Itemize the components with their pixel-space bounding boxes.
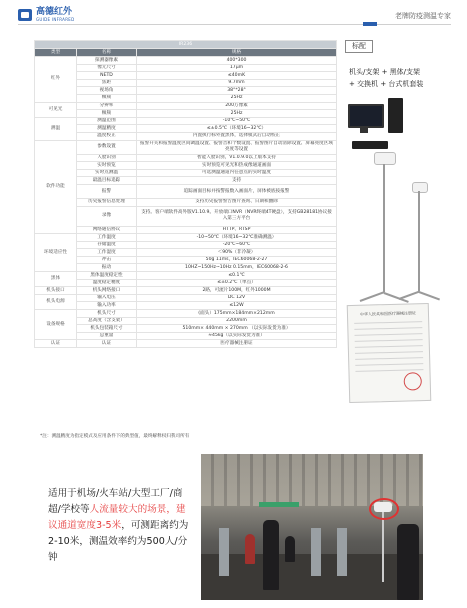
kit-line: 机头/支架 + 黑体/支架: [349, 68, 421, 76]
spec-value: -10~50℃（环境16~32℃准确测温）: [137, 234, 337, 242]
spec-value: 400*300: [137, 57, 337, 65]
spec-row: [35, 226, 337, 234]
spec-category: 红外: [35, 57, 77, 103]
spec-value: 38°*28°: [137, 87, 337, 95]
network-switch-image: [352, 141, 388, 149]
spec-table-title: IR236: [35, 41, 337, 49]
spec-name: 报警: [77, 184, 137, 198]
spec-row: [35, 287, 337, 295]
spec-name: 像元尺寸: [77, 64, 137, 72]
spec-category: 可见光: [35, 102, 77, 117]
spec-row: [35, 110, 337, 118]
spec-category: 认证: [35, 340, 77, 348]
spec-value: -20℃~60℃: [137, 241, 337, 249]
spec-category: 黑体: [35, 272, 77, 287]
spec-value: 10HZ~150Hz~10Hz 0.15mm，IEC60068-2-6: [137, 264, 337, 272]
spec-category: 环境适应性: [35, 234, 77, 272]
spec-value: -10℃~50℃: [137, 117, 337, 125]
spec-value: 医疗器械注册证: [137, 340, 337, 348]
spec-name: 黑体温度稳定性: [77, 272, 137, 280]
spec-name: 实时点测温: [77, 169, 137, 177]
spec-value: 25Hz: [137, 94, 337, 102]
camera-stand-leg: [360, 291, 385, 302]
spec-value: ≤±0.5℃（环境16~32℃）: [137, 125, 337, 133]
spec-row: [35, 310, 337, 318]
spec-value: DC 12V: [137, 294, 337, 302]
application-description: [48, 486, 192, 566]
monitor-stand-image: [360, 128, 368, 133]
spec-value: ≤40mK: [137, 72, 337, 80]
header-divider: [18, 24, 451, 25]
spec-row: [35, 294, 337, 302]
spec-category: 测温: [35, 117, 77, 140]
scene-highlight-circle: [369, 498, 399, 520]
spec-name: 温度校正: [77, 132, 137, 140]
spec-category: 软件功能: [35, 140, 77, 234]
spec-table: [34, 40, 337, 348]
spec-name: 输入电压: [77, 294, 137, 302]
kit-line: + 交换机 + 台式机套装: [349, 80, 424, 88]
spec-row: [35, 140, 337, 154]
spec-name: 最温目标追踪: [77, 177, 137, 185]
spec-row: [35, 256, 337, 264]
spec-table-body: [35, 41, 337, 348]
spec-name: 振动: [77, 264, 137, 272]
spec-value: 支持。客户端软件高外版V1.10.9。开放端口NVR（NVR终端4T硬盘），支持GB28181协议接入第三方平台: [137, 206, 337, 226]
certificate-stamp: [404, 372, 422, 390]
spec-value: 可选测温通道内任意点的实时温度: [137, 169, 337, 177]
spec-row: [35, 87, 337, 95]
spec-name: 总重量: [77, 332, 137, 340]
spec-name: 冲击: [77, 256, 137, 264]
spec-value: ≈45kg（以实际发货为准）: [137, 332, 337, 340]
spec-value: (面头）175mm×184mm×212mm: [137, 310, 337, 318]
spec-name: 帧频: [77, 94, 137, 102]
spec-name: 网络通信协议: [77, 226, 137, 234]
spec-value: 50g 11ms，IEC60068-2-27: [137, 256, 337, 264]
spec-value: ≤0.1℃: [137, 272, 337, 280]
spec-row: [35, 279, 337, 287]
header-slogan: 老牌防疫测温专家: [395, 12, 451, 20]
spec-value: ≤±0.2℃（单点）: [137, 279, 337, 287]
scene-gate: [311, 528, 321, 576]
spec-row: [35, 125, 337, 133]
spec-value: HTTP、RTSP: [137, 226, 337, 234]
spec-name: 分辨率: [77, 102, 137, 110]
scene-gate: [219, 528, 229, 576]
spec-category: 设备规格: [35, 310, 77, 340]
thermal-camera-head-image: [374, 152, 396, 165]
spec-table-header-row: [35, 49, 337, 57]
spec-value: 内置执行标外置黑体，选择模式后自动校正: [137, 132, 337, 140]
spec-name: 温度稳定精度: [77, 279, 137, 287]
desktop-tower-image: [388, 98, 403, 133]
scene-person: [285, 536, 295, 562]
column-header-name: 名称: [77, 49, 137, 57]
logo-text: [36, 8, 75, 22]
spec-row: [35, 332, 337, 340]
spec-name: 探测器像素: [77, 57, 137, 65]
spec-row: [35, 340, 337, 348]
spec-name: 实时预览: [77, 162, 137, 170]
deployment-scene-photo: [201, 454, 423, 600]
spec-row: [35, 79, 337, 87]
spec-row: [35, 162, 337, 170]
spec-row: [35, 169, 337, 177]
kit-description: [349, 66, 449, 90]
spec-value: 510mm× 440mm × 270mm （以实际发货为准）: [137, 325, 337, 333]
blackbody-stand-leg: [419, 291, 440, 300]
spec-value: 25Hz: [137, 110, 337, 118]
spec-row: [35, 234, 337, 242]
header-divider-accent: [363, 22, 377, 26]
brand-name-cn: 高德红外: [36, 7, 73, 17]
blackbody-image: [412, 182, 428, 193]
spec-value: 支持: [137, 177, 337, 185]
scene-device-pole: [382, 512, 384, 582]
spec-value: 报警开关和报警温度区间调温设置、报警音和个数设置、报警图片自动清除设置、屏幕亮度区域亮度等设置: [137, 140, 337, 154]
spec-value: 200万像素: [137, 102, 337, 110]
scene-gate: [337, 528, 347, 576]
spec-category: 机头电源: [35, 294, 77, 309]
spec-name: 机头包装箱尺寸: [77, 325, 137, 333]
spec-row: [35, 94, 337, 102]
spec-value: 9.7mm: [137, 79, 337, 87]
spec-value: 17μm: [137, 64, 337, 72]
camera-stand-pole: [383, 164, 385, 292]
spec-value: ≤12W: [137, 302, 337, 310]
standard-config-tag: 标配: [345, 40, 373, 53]
spec-name: 机头尺寸: [77, 310, 137, 318]
certificate-title: 中华人民共和国医疗器械注册证: [359, 310, 417, 317]
spec-name: 焦距: [77, 79, 137, 87]
spec-name: 视场角: [77, 87, 137, 95]
description-text: ，可测距离约为2-10米，测温效率约为500人/分钟: [48, 520, 189, 563]
spec-name: 历史报警信息处理: [77, 198, 137, 206]
spec-name: 总高度（含支架）: [77, 317, 137, 325]
description-highlight: 人流量较大的场景，建议通道宽度3-5米: [48, 504, 186, 531]
desktop-monitor-image: [348, 104, 384, 128]
scene-person: [245, 534, 255, 564]
logo-icon: [18, 9, 32, 21]
spec-row: [35, 317, 337, 325]
spec-row: [35, 198, 337, 206]
blackbody-stand-leg: [399, 291, 420, 300]
scene-person: [263, 520, 279, 590]
scene-person: [397, 524, 419, 600]
spec-row: [35, 102, 337, 110]
spec-row: [35, 154, 337, 162]
spec-row: [35, 302, 337, 310]
spec-category: 机头接口: [35, 287, 77, 295]
spec-row: [35, 264, 337, 272]
spec-name: 录像: [77, 206, 137, 226]
spec-name: 机头网络接口: [77, 287, 137, 295]
spec-name: 测温范围: [77, 117, 137, 125]
spec-value: 追踪画面目标并按警报数入画面片，屏体被底按报警: [137, 184, 337, 198]
spec-name: 输入功率: [77, 302, 137, 310]
column-header-spec: 规格: [137, 49, 337, 57]
table-footnote: *注：测温精度为指定模式及应用条件下的典型值，最终解释权归我司所有: [40, 434, 190, 439]
spec-row: [35, 117, 337, 125]
spec-name: 参数设置: [77, 140, 137, 154]
spec-row: [35, 132, 337, 140]
spec-row: [35, 241, 337, 249]
spec-row: [35, 64, 337, 72]
spec-name: 测温精度: [77, 125, 137, 133]
spec-name: 存储温度: [77, 241, 137, 249]
spec-name: 认证: [77, 340, 137, 348]
spec-row: [35, 249, 337, 257]
spec-table-title-row: [35, 41, 337, 49]
spec-row: [35, 325, 337, 333]
spec-value: 2200mm: [137, 317, 337, 325]
spec-value: 智能人脸识别，V1.0.9.0以上版本支持: [137, 154, 337, 162]
brand-logo: [18, 8, 75, 22]
spec-row: [35, 177, 337, 185]
column-header-type: 类型: [35, 49, 77, 57]
spec-name: NETD: [77, 72, 137, 80]
spec-value: 实时预览可见光和热成像通道画面: [137, 162, 337, 170]
spec-row: [35, 72, 337, 80]
spec-row: [35, 272, 337, 280]
brand-name-en: GUIDE INFRARED: [36, 17, 75, 22]
description-text: 适用于机场/火车站/大型工厂/商超/学校等: [48, 488, 183, 515]
spec-name: 工作湿度: [77, 249, 137, 257]
registration-certificate-image: [347, 303, 432, 403]
spec-row: [35, 184, 337, 198]
scene-exit-sign: [259, 502, 299, 507]
spec-value: ＜90%（非冷凝）: [137, 249, 337, 257]
spec-row: [35, 206, 337, 226]
spec-value: 2路，可流片100M，红外1000M: [137, 287, 337, 295]
spec-name: 人脸识别: [77, 154, 137, 162]
spec-value: 支持历史报警警告图片查询、日期和删除: [137, 198, 337, 206]
spec-row: [35, 57, 337, 65]
blackbody-stand-pole: [418, 191, 420, 291]
spec-name: 帧频: [77, 110, 137, 118]
spec-name: 工作温度: [77, 234, 137, 242]
